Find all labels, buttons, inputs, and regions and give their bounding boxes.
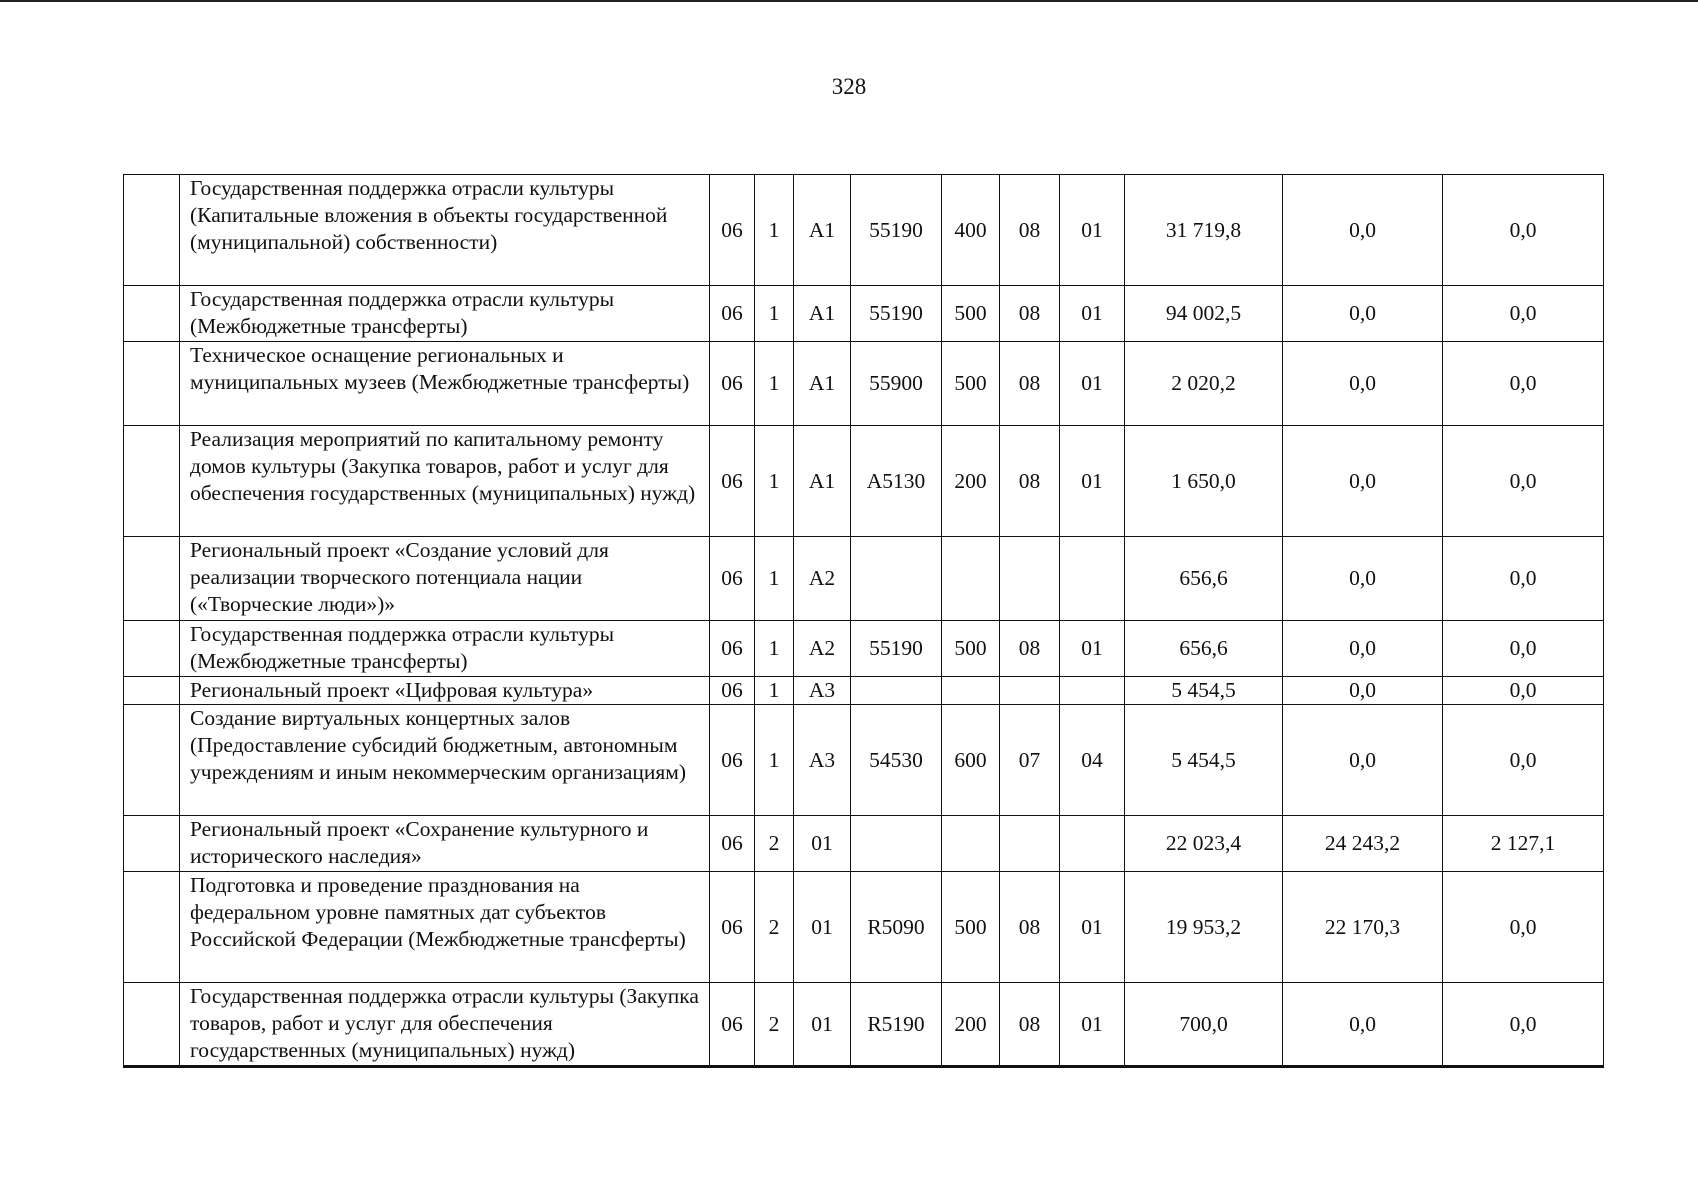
table-row — [124, 426, 1604, 537]
amount-year-2: 0,0 — [1283, 426, 1443, 537]
amount-year-3: 0,0 — [1443, 342, 1604, 426]
row-name: Создание виртуальных концертных залов (Предоставление субсидий бюджетным, автономным учреждениям и иным некоммерческим организациям) — [180, 705, 710, 816]
program-code: 06 — [710, 705, 755, 816]
table-body — [124, 175, 1604, 1067]
section-code: 08 — [1000, 286, 1060, 342]
program-code: 06 — [710, 816, 755, 872]
amount-year-1: 5 454,5 — [1125, 677, 1283, 705]
row-number-cell — [124, 537, 180, 621]
expense-type-code: 500 — [942, 872, 1000, 983]
amount-year-2: 22 170,3 — [1283, 872, 1443, 983]
subprogram-code: 2 — [755, 872, 794, 983]
subsection-code: 04 — [1060, 705, 1125, 816]
row-number-cell — [124, 426, 180, 537]
row-number-cell — [124, 983, 180, 1067]
subsection-code — [1060, 677, 1125, 705]
amount-year-2: 0,0 — [1283, 537, 1443, 621]
main-event-code: A3 — [794, 677, 851, 705]
direction-code: 55190 — [851, 175, 942, 286]
direction-code: 55900 — [851, 342, 942, 426]
section-code: 08 — [1000, 175, 1060, 286]
row-name: Государственная поддержка отрасли культуры (Межбюджетные трансферты) — [180, 286, 710, 342]
section-code — [1000, 677, 1060, 705]
row-number-cell — [124, 175, 180, 286]
amount-year-2: 24 243,2 — [1283, 816, 1443, 872]
amount-year-3: 0,0 — [1443, 426, 1604, 537]
direction-code: 55190 — [851, 621, 942, 677]
budget-table — [123, 174, 1604, 1068]
subsection-code — [1060, 816, 1125, 872]
main-event-code: A3 — [794, 705, 851, 816]
program-code: 06 — [710, 677, 755, 705]
amount-year-1: 19 953,2 — [1125, 872, 1283, 983]
expense-type-code — [942, 537, 1000, 621]
program-code: 06 — [710, 286, 755, 342]
amount-year-3: 0,0 — [1443, 286, 1604, 342]
table-row — [124, 983, 1604, 1067]
main-event-code: A1 — [794, 175, 851, 286]
expense-type-code: 500 — [942, 286, 1000, 342]
expense-type-code — [942, 677, 1000, 705]
subsection-code — [1060, 537, 1125, 621]
table-row — [124, 816, 1604, 872]
amount-year-3: 0,0 — [1443, 537, 1604, 621]
table-row — [124, 342, 1604, 426]
subsection-code: 01 — [1060, 621, 1125, 677]
section-code: 08 — [1000, 872, 1060, 983]
main-event-code: A2 — [794, 537, 851, 621]
subsection-code: 01 — [1060, 342, 1125, 426]
table-row — [124, 677, 1604, 705]
section-code: 07 — [1000, 705, 1060, 816]
section-code: 08 — [1000, 342, 1060, 426]
amount-year-1: 656,6 — [1125, 537, 1283, 621]
expense-type-code: 500 — [942, 621, 1000, 677]
expense-type-code: 400 — [942, 175, 1000, 286]
amount-year-2: 0,0 — [1283, 983, 1443, 1067]
row-number-cell — [124, 705, 180, 816]
row-name: Региональный проект «Цифровая культура» — [180, 677, 710, 705]
expense-type-code: 200 — [942, 983, 1000, 1067]
main-event-code: A1 — [794, 342, 851, 426]
amount-year-2: 0,0 — [1283, 342, 1443, 426]
row-name: Государственная поддержка отрасли культуры (Межбюджетные трансферты) — [180, 621, 710, 677]
table-row — [124, 621, 1604, 677]
amount-year-2: 0,0 — [1283, 175, 1443, 286]
amount-year-2: 0,0 — [1283, 286, 1443, 342]
section-code: 08 — [1000, 983, 1060, 1067]
row-number-cell — [124, 816, 180, 872]
direction-code: R5190 — [851, 983, 942, 1067]
expense-type-code: 600 — [942, 705, 1000, 816]
amount-year-3: 0,0 — [1443, 983, 1604, 1067]
main-event-code: 01 — [794, 816, 851, 872]
amount-year-1: 5 454,5 — [1125, 705, 1283, 816]
amount-year-3: 0,0 — [1443, 705, 1604, 816]
program-code: 06 — [710, 175, 755, 286]
page-number: 328 — [831, 74, 867, 99]
section-code: 08 — [1000, 426, 1060, 537]
subsection-code: 01 — [1060, 175, 1125, 286]
row-name: Подготовка и проведение празднования на федеральном уровне памятных дат субъектов Российской Федерации (Межбюджетные трансферты) — [180, 872, 710, 983]
amount-year-1: 700,0 — [1125, 983, 1283, 1067]
program-code: 06 — [710, 426, 755, 537]
direction-code — [851, 537, 942, 621]
subsection-code: 01 — [1060, 426, 1125, 537]
row-name: Региональный проект «Сохранение культурного и исторического наследия» — [180, 816, 710, 872]
section-code — [1000, 816, 1060, 872]
row-number-cell — [124, 621, 180, 677]
amount-year-1: 656,6 — [1125, 621, 1283, 677]
subprogram-code: 1 — [755, 175, 794, 286]
subprogram-code: 1 — [755, 342, 794, 426]
direction-code — [851, 816, 942, 872]
subsection-code: 01 — [1060, 983, 1125, 1067]
expense-type-code: 500 — [942, 342, 1000, 426]
main-event-code: A2 — [794, 621, 851, 677]
subprogram-code: 1 — [755, 677, 794, 705]
subprogram-code: 1 — [755, 286, 794, 342]
table-row — [124, 286, 1604, 342]
direction-code: 54530 — [851, 705, 942, 816]
amount-year-3: 0,0 — [1443, 872, 1604, 983]
table-row — [124, 872, 1604, 983]
program-code: 06 — [710, 872, 755, 983]
subprogram-code: 2 — [755, 983, 794, 1067]
amount-year-1: 2 020,2 — [1125, 342, 1283, 426]
row-name: Реализация мероприятий по капитальному ремонту домов культуры (Закупка товаров, работ и услуг для обеспечения государственных (муниципальных) нужд) — [180, 426, 710, 537]
row-number-cell — [124, 342, 180, 426]
amount-year-1: 31 719,8 — [1125, 175, 1283, 286]
expense-type-code — [942, 816, 1000, 872]
program-code: 06 — [710, 983, 755, 1067]
subprogram-code: 2 — [755, 816, 794, 872]
direction-code: R5090 — [851, 872, 942, 983]
row-name: Государственная поддержка отрасли культуры (Закупка товаров, работ и услуг для обеспечения государственных (муниципальных) нужд) — [180, 983, 710, 1067]
program-code: 06 — [710, 621, 755, 677]
subprogram-code: 1 — [755, 705, 794, 816]
subprogram-code: 1 — [755, 621, 794, 677]
direction-code: A5130 — [851, 426, 942, 537]
section-code: 08 — [1000, 621, 1060, 677]
row-number-cell — [124, 677, 180, 705]
amount-year-3: 0,0 — [1443, 175, 1604, 286]
row-name: Техническое оснащение региональных и муниципальных музеев (Межбюджетные трансферты) — [180, 342, 710, 426]
expense-type-code: 200 — [942, 426, 1000, 537]
table-row — [124, 175, 1604, 286]
direction-code: 55190 — [851, 286, 942, 342]
row-name: Региональный проект «Создание условий для реализации творческого потенциала нации («Творческие люди»)» — [180, 537, 710, 621]
row-number-cell — [124, 286, 180, 342]
amount-year-1: 22 023,4 — [1125, 816, 1283, 872]
amount-year-3: 0,0 — [1443, 621, 1604, 677]
subprogram-code: 1 — [755, 537, 794, 621]
main-event-code: A1 — [794, 286, 851, 342]
program-code: 06 — [710, 537, 755, 621]
subsection-code: 01 — [1060, 286, 1125, 342]
section-code — [1000, 537, 1060, 621]
amount-year-2: 0,0 — [1283, 677, 1443, 705]
amount-year-1: 1 650,0 — [1125, 426, 1283, 537]
main-event-code: A1 — [794, 426, 851, 537]
amount-year-3: 0,0 — [1443, 677, 1604, 705]
amount-year-3: 2 127,1 — [1443, 816, 1604, 872]
amount-year-2: 0,0 — [1283, 621, 1443, 677]
table-row — [124, 537, 1604, 621]
main-event-code: 01 — [794, 872, 851, 983]
subsection-code: 01 — [1060, 872, 1125, 983]
amount-year-1: 94 002,5 — [1125, 286, 1283, 342]
top-rule — [0, 0, 1698, 6]
program-code: 06 — [710, 342, 755, 426]
table-row — [124, 705, 1604, 816]
subprogram-code: 1 — [755, 426, 794, 537]
direction-code — [851, 677, 942, 705]
row-name: Государственная поддержка отрасли культуры (Капитальные вложения в объекты государственной (муниципальной) собственности) — [180, 175, 710, 286]
row-number-cell — [124, 872, 180, 983]
amount-year-2: 0,0 — [1283, 705, 1443, 816]
main-event-code: 01 — [794, 983, 851, 1067]
